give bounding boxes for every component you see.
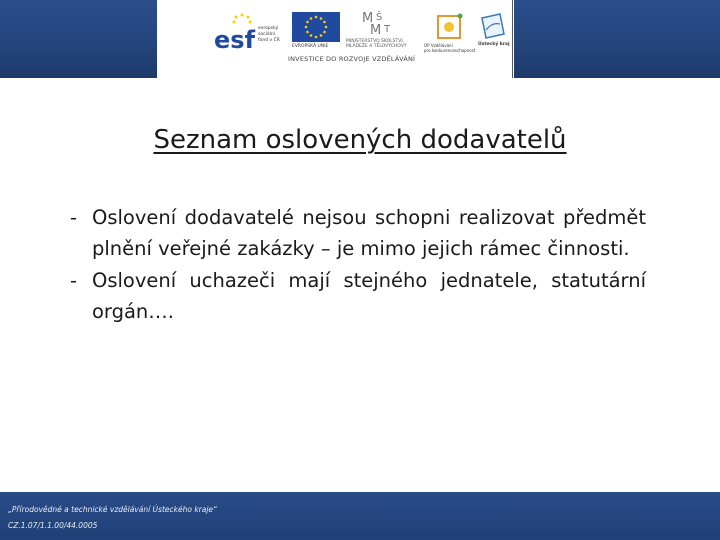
header-motto: INVESTICE DO ROZVOJE VZDĚLÁVÁNÍ <box>288 55 416 63</box>
svg-text:T: T <box>384 24 391 35</box>
svg-text:M: M <box>370 23 382 36</box>
msmt-text-2: MLÁDEŽE A TĚLOVÝCHOVY <box>346 44 407 49</box>
bullet-list <box>66 202 646 328</box>
svg-text:Š: Š <box>376 12 383 23</box>
header-divider <box>512 0 513 78</box>
msmt-emblem-icon <box>360 8 400 36</box>
usti-logo <box>478 12 508 52</box>
header-right-band <box>514 0 720 78</box>
bullet-item <box>66 202 646 264</box>
slide-title <box>0 125 720 155</box>
eu-text: EVROPSKÁ UNIE <box>292 44 329 49</box>
footer-project-name: „Přírodovědné a technické vzdělávání Ústeckého kraje“ <box>8 505 217 514</box>
op-logo <box>424 12 474 52</box>
bullet-text: Oslovení uchazeči mají stejného jednatele, statutární orgán…. <box>92 269 646 323</box>
esf-text-2: sociální <box>258 32 275 37</box>
footer-bar <box>0 492 720 540</box>
eu-flag-icon <box>292 12 342 42</box>
header-left-band <box>0 0 157 78</box>
bullet-marker: - <box>70 206 78 229</box>
esf-logo <box>214 12 286 52</box>
svg-text:esf: esf <box>214 26 256 52</box>
eu-logo <box>292 12 342 52</box>
msmt-text-1: MINISTERSTVO ŠKOLSTVÍ, <box>346 39 405 44</box>
slide-title-text: Seznam oslovených dodavatelů <box>153 125 567 155</box>
esf-text-3: fond v ČR <box>258 38 280 43</box>
op-text-1: OP Vzdělávání <box>424 43 453 48</box>
svg-text:M: M <box>362 11 374 26</box>
msmt-logo <box>346 8 416 52</box>
usti-emblem-icon <box>478 12 506 40</box>
bullet-marker: - <box>70 269 78 292</box>
bullet-text: Oslovení dodavatelé nejsou schopni realizovat předmět plnění veřejné zakázky – je mimo jejich rámec činnosti. <box>92 206 646 260</box>
footer-project-code: CZ.1.07/1.1.00/44.0005 <box>8 521 98 530</box>
esf-text-1: evropský <box>258 26 279 31</box>
usti-text: Ústecký kraj <box>478 42 510 47</box>
op-text-2: pro konkurenceschopnost <box>424 48 476 53</box>
op-emblem-icon <box>434 12 464 42</box>
bullet-item <box>66 265 646 327</box>
